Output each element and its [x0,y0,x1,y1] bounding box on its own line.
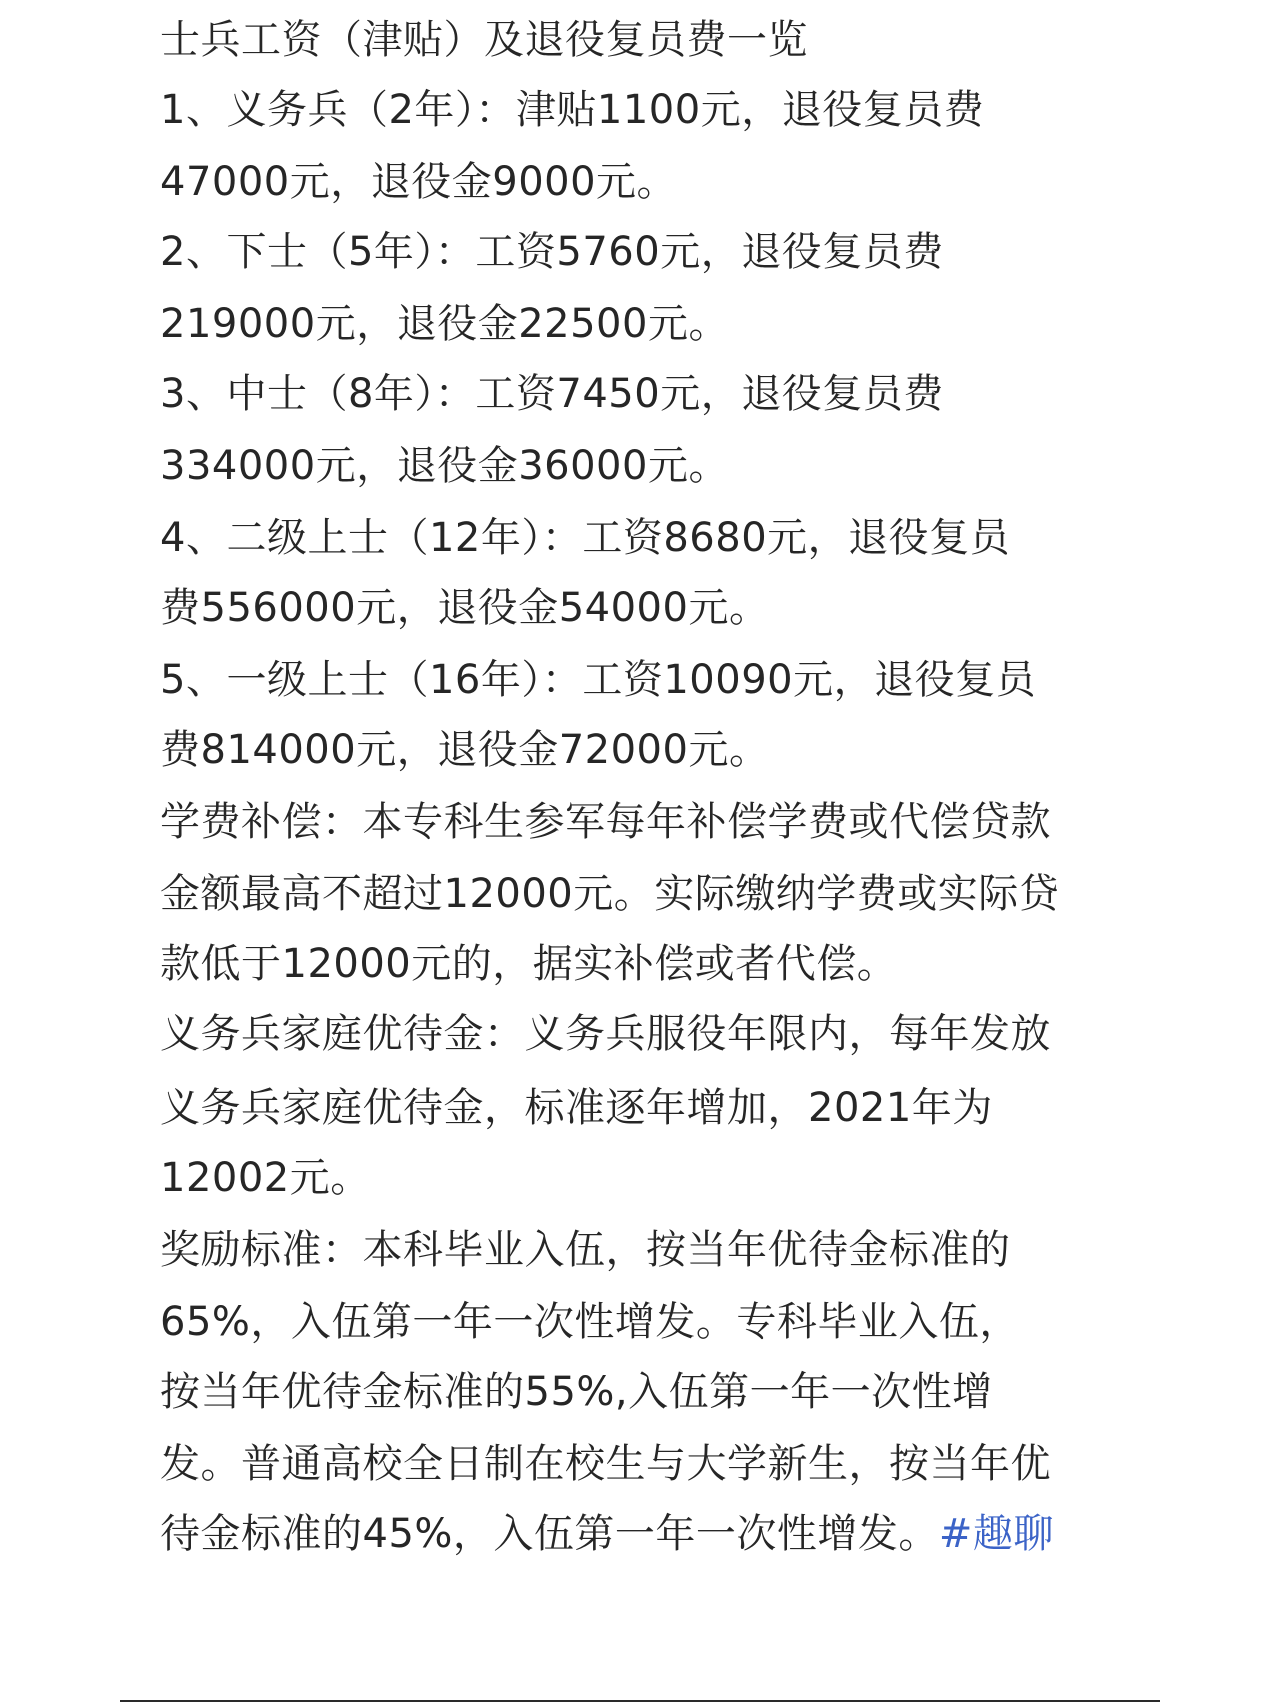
text-line: 4、二级上士（12年）：工资8680元，退役复员 [160,515,1011,561]
text-line: 2、下士（5年）：工资5760元，退役复员费 [160,229,944,275]
text-line: 费556000元，退役金54000元。 [160,585,770,631]
text-line: 待金标准的45%，入伍第一年一次性增发。 [160,1511,939,1557]
text-line: 发。普通高校全日制在校生与大学新生，按当年优 [160,1441,1051,1487]
text-line: 334000元，退役金36000元。 [160,443,729,489]
last-text-line [160,1504,1054,1564]
text-line: 款低于12000元的，据实补偿或者代偿。 [160,941,898,987]
text-line: 219000元，退役金22500元。 [160,301,729,347]
text-line: 费814000元，退役金72000元。 [160,727,770,773]
text-line: 学费补偿：本专科生参军每年补偿学费或代偿贷款 [160,799,1051,845]
text-line: 1、义务兵（2年）：津贴1100元，退役复员费 [160,87,985,133]
document-title: 士兵工资（津贴）及退役复员费一览 [160,17,808,63]
text-line: 65%，入伍第一年一次性增发。专科毕业入伍， [160,1299,1020,1345]
text-line: 12002元。 [160,1155,371,1201]
text-line: 3、中士（8年）：工资7450元，退役复员费 [160,371,944,417]
text-line: 义务兵家庭优待金：义务兵服役年限内，每年发放 [160,1011,1051,1057]
text-line: 金额最高不超过12000元。实际缴纳学费或实际贷 [160,871,1060,917]
text-line: 47000元，退役金9000元。 [160,159,678,205]
hashtag-link[interactable]: #趣聊 [938,1511,1054,1557]
text-line: 奖励标准：本科毕业入伍，按当年优待金标准的 [160,1227,1011,1273]
bottom-divider [120,1700,1160,1702]
text-line: 义务兵家庭优待金，标准逐年增加，2021年为 [160,1085,993,1131]
text-line: 5、一级上士（16年）：工资10090元，退役复员 [160,657,1037,703]
text-line: 按当年优待金标准的55%,入伍第一年一次性增 [160,1369,993,1415]
